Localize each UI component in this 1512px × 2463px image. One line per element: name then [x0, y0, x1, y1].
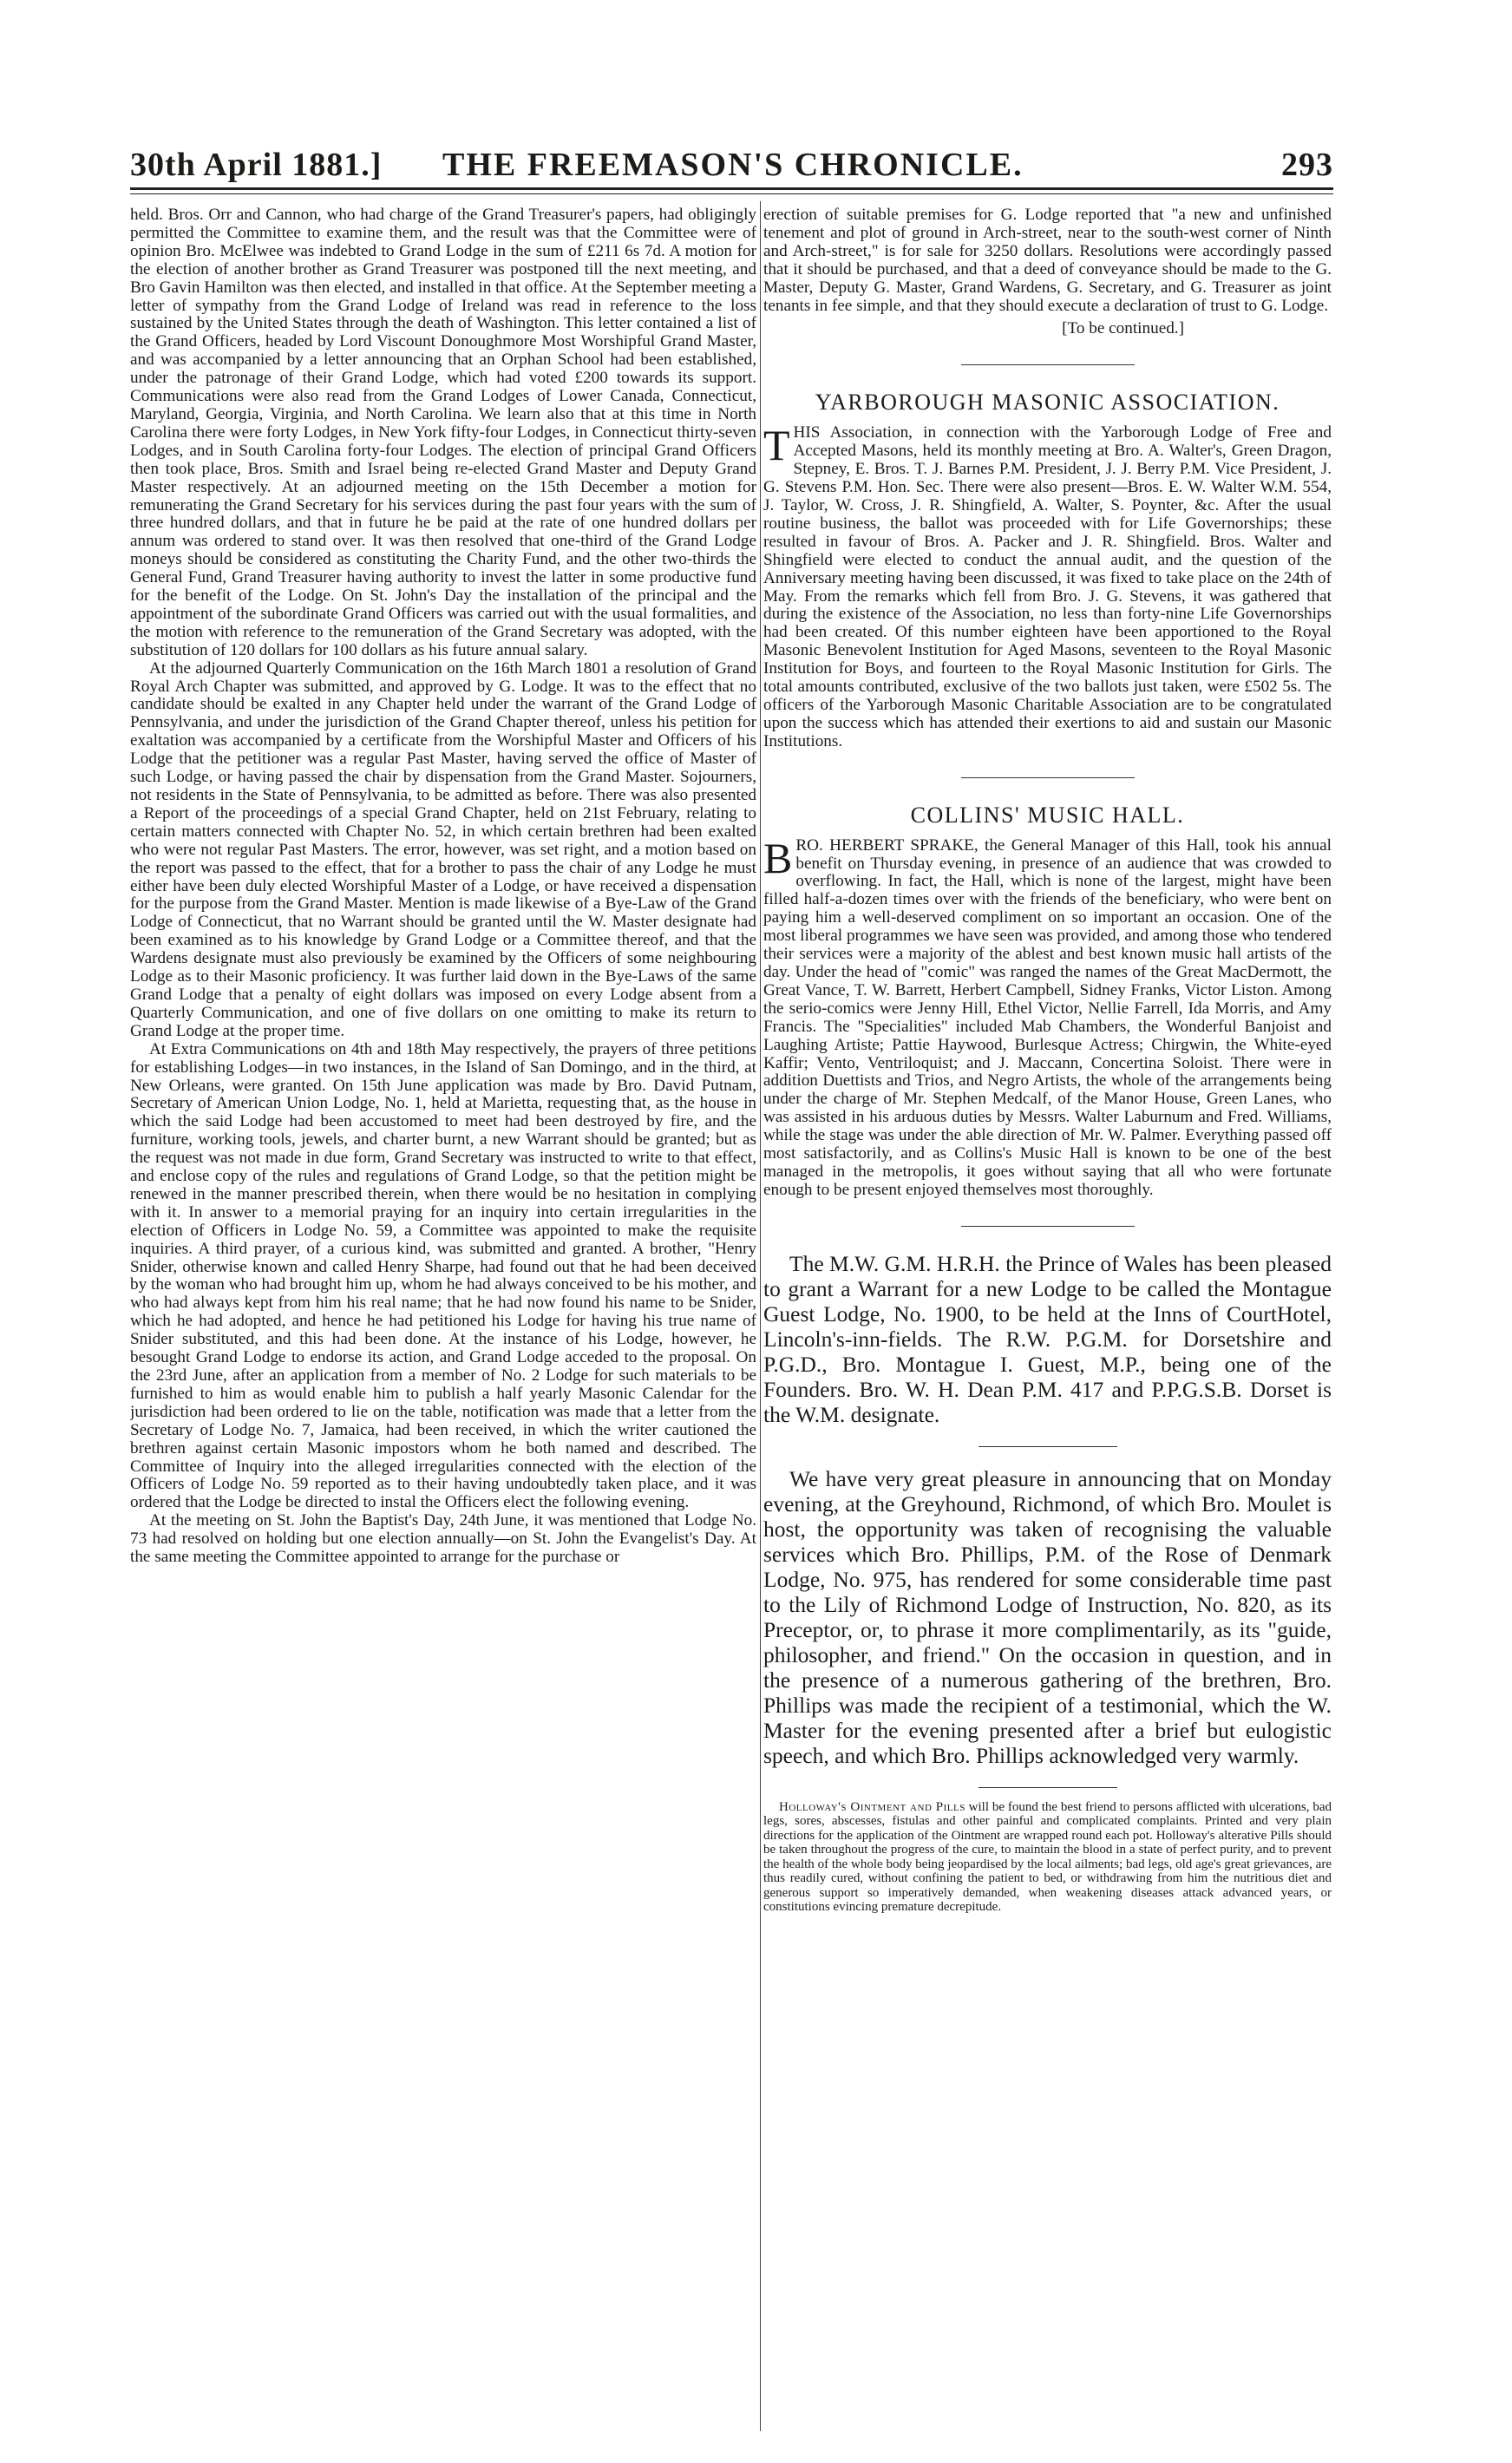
drop-cap: B [763, 833, 793, 882]
yarborough-heading: YARBOROUGH MASONIC ASSOCIATION. [815, 390, 1280, 416]
running-head [130, 146, 1333, 186]
publication-title: THE FREEMASON'S CHRONICLE. [442, 147, 1024, 183]
section-rule [961, 777, 1135, 778]
article-paragraph: At the meeting on St. John the Baptist's Day, 24th June, it was mentioned that Lodge No. 73 had resolved on holding but one election annually—on St. John the Evangelist's Day. At the same meeting the Committee appointed to arrange for the purchase or [130, 1511, 756, 1567]
left-column [130, 206, 756, 2427]
to-be-continued: [To be continued.] [1062, 319, 1184, 338]
issue-date: 30th April 1881.] [130, 147, 383, 183]
drop-cap: T [763, 421, 790, 470]
section-rule [961, 364, 1135, 365]
advertisement [763, 1800, 1332, 1915]
notice-paragraph: We have very great pleasure in announcing that on Monday evening, at the Greyhound, Richmond, of which Bro. Moulet is host, the opportunity was taken of recognising the valuable services which Bro. Phillips, P.M. of the Rose of Denmark Lodge, No. 975, has rendered for some considerable time past to the Lily of Richmond Lodge of Instruction, No. 820, as its Preceptor, or, to phrase it more complimentarily, as its "guide, philosopher, and friend." On the occasion in question, and in the presence of a numerous gathering of the brethren, Bro. Phillips was made the recipient of a testimonial, which the W. Master for the evening presented after a brief but eulogistic speech, and which Bro. Phillips acknowledged very warmly. [763, 1465, 1332, 1768]
collins-body: RO. HERBERT SPRAKE, the General Manager of this Hall, took his annual benefit on Thursday evening, in presence of an audience that was crowded to overflowing. In fact, the Hall, which is none of the largest, might have been filled half-a-dozen times over with the friends of the beneficiary, who were bent on paying him a well-deserved compliment on so important an occasion. One of the most liberal programmes we have seen was provided, and among those who tendered their services were a majority of the ablest and best known music hall artists of the day. Under the head of "comic" was ranged the names of the Great MacDermott, the Great Vance, T. W. Barrett, Herbert Campbell, Sidney Franks, Victor Liston. Among the serio-comics were Jenny Hill, Ethel Victor, Nellie Farrell, Ida Morris, and Amy Francis. The "Specialities" included Mab Chambers, the Wonderful Banjoist and Laughing Artiste; Pattie Haywood, Burlesque Actress; Chirgwin, the White-eyed Kaffir; Vento, Ventriloquist; and J. Maccann, Concertina Soloist. There were in addition Duettists and Trios, and Negro Artists, the whole of the arrangements being under the charge of Mr. Stephen Medcalf, of the Manor House, Green Lanes, who was assisted in his arduous duties by Messrs. Walter Laburnum and Fred. Williams, while the stage was under the able direction of Mr. W. Palmer. Everything passed off most satisfactorily, and as Collins's Music Hall is known to be one of the best managed in the metropolis, it goes without saying that all who were fortunate enough to be present enjoyed themselves most thoroughly. [763, 835, 1332, 1199]
yarborough-body: HIS Association, in connection with the Yarborough Lodge of Free and Accepted Masons, held its monthly meeting at Bro. A. Walter's, Green Dragon, Stepney, E. Bros. T. J. Barnes P.M. President, J. J. Berry P.M. Vice President, J. G. Stevens P.M. Hon. Sec. There were also present—Bros. E. W. Walter W.M. 554, J. Taylor, W. Cross, J. R. Shingfield, A. Walter, S. Poynter, &c. After the usual routine business, the ballot was proceeded with for Life Governorships; these resulted in favour of Bros. A. Packer and J. R. Shingfield. Bros. Walter and Shingfield were elected to conduct the annual audit, and the question of the Anniversary meeting having been discussed, it was fixed to take place on the 24th of May. From the remarks which fell from Bro. J. G. Stevens, it was gathered that during the existence of the Association, no less than forty-nine Life Governorships had been created. Of this number eighteen have been apportioned to the Royal Masonic Benevolent Institution for Aged Masons, seventeen to the Royal Masonic Institution for Boys, and fourteen to the Royal Masonic Institution for Girls. The total amounts contributed, exclusive of the two ballots just taken, were £502 5s. The officers of the Yarborough Masonic Charitable Association are to be congratulated upon the success which has attended their exertions to aid and sustain our Masonic Institutions. [763, 423, 1332, 750]
collins-article [763, 833, 1332, 1200]
notice-rule [979, 1787, 1117, 1788]
article-paragraph: At the adjourned Quarterly Communication on the 16th March 1801 a resolution of Grand Royal Arch Chapter was submitted, and approved by G. Lodge. It was to the effect that no candidate should be exalted in any Chapter held under the warrant of the Grand Lodge of Pennsylvania, and under the jurisdiction of the Grand Chapter thereof, unless his petition for exaltation was accompanied by a certificate from the Worshipful Master and Officers of his Lodge that the petitioner was a regular Past Master, having served the office of Master of such Lodge, or having passed the chair by dispensation from the Grand Master. Sojourners, not residents in the State of Pennsylvania, to be admitted as before. There was also presented a Report of the proceedings of a special Grand Chapter, held on 21st February, relating to certain matters connected with Chapter No. 52, in which certain brethren had been exalted who were not regular Past Masters. The error, however, was set right, and a motion based on the report was passed to the effect, that for a brother to pass the chair of any Lodge he must either have been duly elected Worshipful Master of a Lodge, or have received a dispensation for the purpose from the Grand Master. Mention is made likewise of a Bye-Law of the Grand Lodge of Connecticut, that no Warrant should be granted until the W. Master designate had been examined as to his knowledge by Grand Lodge or a Committee thereof, and that the Wardens designate must also previously be examined by the Officers of some neighbouring Lodge as to their Masonic proficiency. It was further laid down in the Bye-Laws of the same Grand Lodge that a penalty of eight dollars was imposed on every Lodge absent from a Quarterly Communication, and one of five dollars on one omitting to make its return to Grand Lodge at the proper time. [130, 658, 756, 1040]
advertisement-body: will be found the best friend to persons afflicted with ulcerations, bad legs, sores, abscesses, fistulas and other painful and complicated complaints. Printed and very plain directions for the application of the Ointment are wrapped round each pot. Holloway's alterative Pills should be taken throughout the progress of the cure, to maintain the blood in a state of perfect purity, and to prevent the health of the whole body being jeopardised by the local ailments; bad legs, old age's great grievances, are thus readily cured, without confining the patient to bed, or withdrawing from him the nutritious diet and generous support so imperatively demanded, when weakening diseases attack advanced years, or constitutions evincing premature decrepitude. [763, 1799, 1332, 1915]
yarborough-article [763, 421, 1332, 750]
advertisement-lead: Holloway's Ointment and Pills [779, 1799, 965, 1814]
article-paragraph: held. Bros. Orr and Cannon, who had charge of the Grand Treasurer's papers, had obligingly permitted the Committee to examine them, and the result was that the Committee were of opinion Bro. McElwee was indebted to Grand Lodge in the sum of £211 6s 7d. A motion for the election of another brother as Grand Treasurer was postponed till the next meeting, and Bro Gavin Hamilton was then elected, and installed in that office. At the September meeting a letter of sympathy from the Grand Lodge of Ireland was read in reference to the loss sustained by the United States through the death of Washington. This letter contained a list of the Grand Officers, headed by Lord Viscount Donoughmore Most Worshipful Grand Master, and was accompanied by a letter announcing that an Orphan School had been established, under the patronage of their Grand Lodge, which had voted £200 towards its support. Communications were also read from the Grand Lodges of Lower Canada, Connecticut, Maryland, Georgia, Virginia, and North Carolina. We learn also that at this time in North Carolina there were forty Lodges, in New York fifty-four Lodges, in Connecticut thirty-seven Lodges, and in South Carolina forty-four Lodges. The election of principal Grand Officers then took place, Bros. Smith and Israel being re-elected Grand Master and Deputy Grand Master respectively. At an adjourned meeting on the 15th December a motion for remunerating the Grand Secretary for his services during the past four years with the sum of three hundred dollars, and that in future he be paid at the rate of one hundred dollars per annum was ordered to stand over. It was then resolved that one-third of the Grand Lodge moneys should be considered as constituting the Charity Fund, and the other two-thirds the General Fund, Grand Treasurer having authority to invest the latter in some productive fund for the benefit of the Lodge. On St. John's Day the installation of the principal and the appointment of the subordinate Grand Officers was carried out with the usual formalities, and the motion with reference to the remuneration of the Grand Secretary was adopted, with the substitution of 120 dollars for 100 dollars as his future annual salary. [130, 206, 756, 659]
right-column [763, 206, 1332, 2427]
notice-paragraph: The M.W. G.M. H.R.H. the Prince of Wales has been pleased to grant a Warrant for a new Lodge to be called the Montague Guest Lodge, No. 1900, to be held at the Inns of CourtHotel, Lincoln's-inn-fields. The R.W. P.G.M. for Dorsetshire and P.G.D., Bro. Montague I. Guest, M.P., being one of the Founders. Bro. W. H. Dean P.M. 417 and P.P.G.S.B. Dorset is the W.M. designate. [763, 1250, 1332, 1427]
collins-heading: COLLINS' MUSIC HALL. [910, 802, 1185, 828]
section-rule [961, 1226, 1135, 1227]
header-rule-thin [130, 193, 1333, 194]
notice-rule [979, 1446, 1117, 1447]
page-number: 293 [1281, 147, 1333, 183]
column-divider [760, 201, 761, 2431]
article-paragraph: erection of suitable premises for G. Lodge reported that "a new and unfinished tenement and plot of ground in Arch-street, near to the south-west corner of Ninth and Arch-street," is for sale for 3250 dollars. Resolutions were accordingly passed that it should be purchased, and that a deed of conveyance should be made to the G. Master, Deputy G. Master, Grand Wardens, G. Secretary, and G. Treasurer as joint tenants in fee simple, and that they should execute a declaration of trust to G. Lodge. [763, 206, 1332, 315]
header-rule [130, 187, 1333, 193]
article-paragraph: At Extra Communications on 4th and 18th May respectively, the prayers of three petitions for establishing Lodges—in two instances, in the Island of San Domingo, and in the third, at New Orleans, were granted. On 15th June application was made by Bro. David Putnam, Secretary of American Union Lodge, No. 1, held at Marietta, requesting that, as the house in which the said Lodge had been accustomed to meet had been destroyed by fire, and the furniture, working tools, jewels, and charter burnt, a new Warrant should be granted; but as the request was not made in due form, Grand Secretary was instructed to write to that effect, and enclose copy of the rules and regulations of Grand Lodge, so that the petition might be renewed in the manner prescribed therein, when there would be no hesitation in complying with it. In answer to a memorial praying for an inquiry into certain irregularities in the election of Officers in Lodge No. 59, a Committee was appointed to make the requisite inquiries. A third prayer, of a curious kind, was submitted and granted. A brother, "Henry Snider, otherwise known and called Henry Sharpe, had found out that he had been deceived by the woman who had brought him up, whom he had always conceived to be his mother, and who had always kept from him his real name; that he had now found his name to be Snider, which he had adopted, and hence he had petitioned his Lodge for having his true name of Snider substituted, and this had been done. At the instance of his Lodge, however, he besought Grand Lodge to endorse its action, and Grand Lodge acceded to the proposal. On the 23rd June, after an application from a member of No. 2 Lodge for such materials to be furnished to him as would enable him to publish a half yearly Masonic Calendar for the jurisdiction had been ordered to lie on the table, notification was made that a letter from the Secretary of Lodge No. 7, Jamaica, had been received, in which the writer cautioned the brethren against certain Masonic impostors whom he both named and described. The Committee of Inquiry into the alleged irregularities connected with the election of the Officers of Lodge No. 59 reported as to their having undoubtedly taken place, and it was ordered that the Lodge be directed to instal the Officers elect the following evening. [130, 1039, 756, 1512]
